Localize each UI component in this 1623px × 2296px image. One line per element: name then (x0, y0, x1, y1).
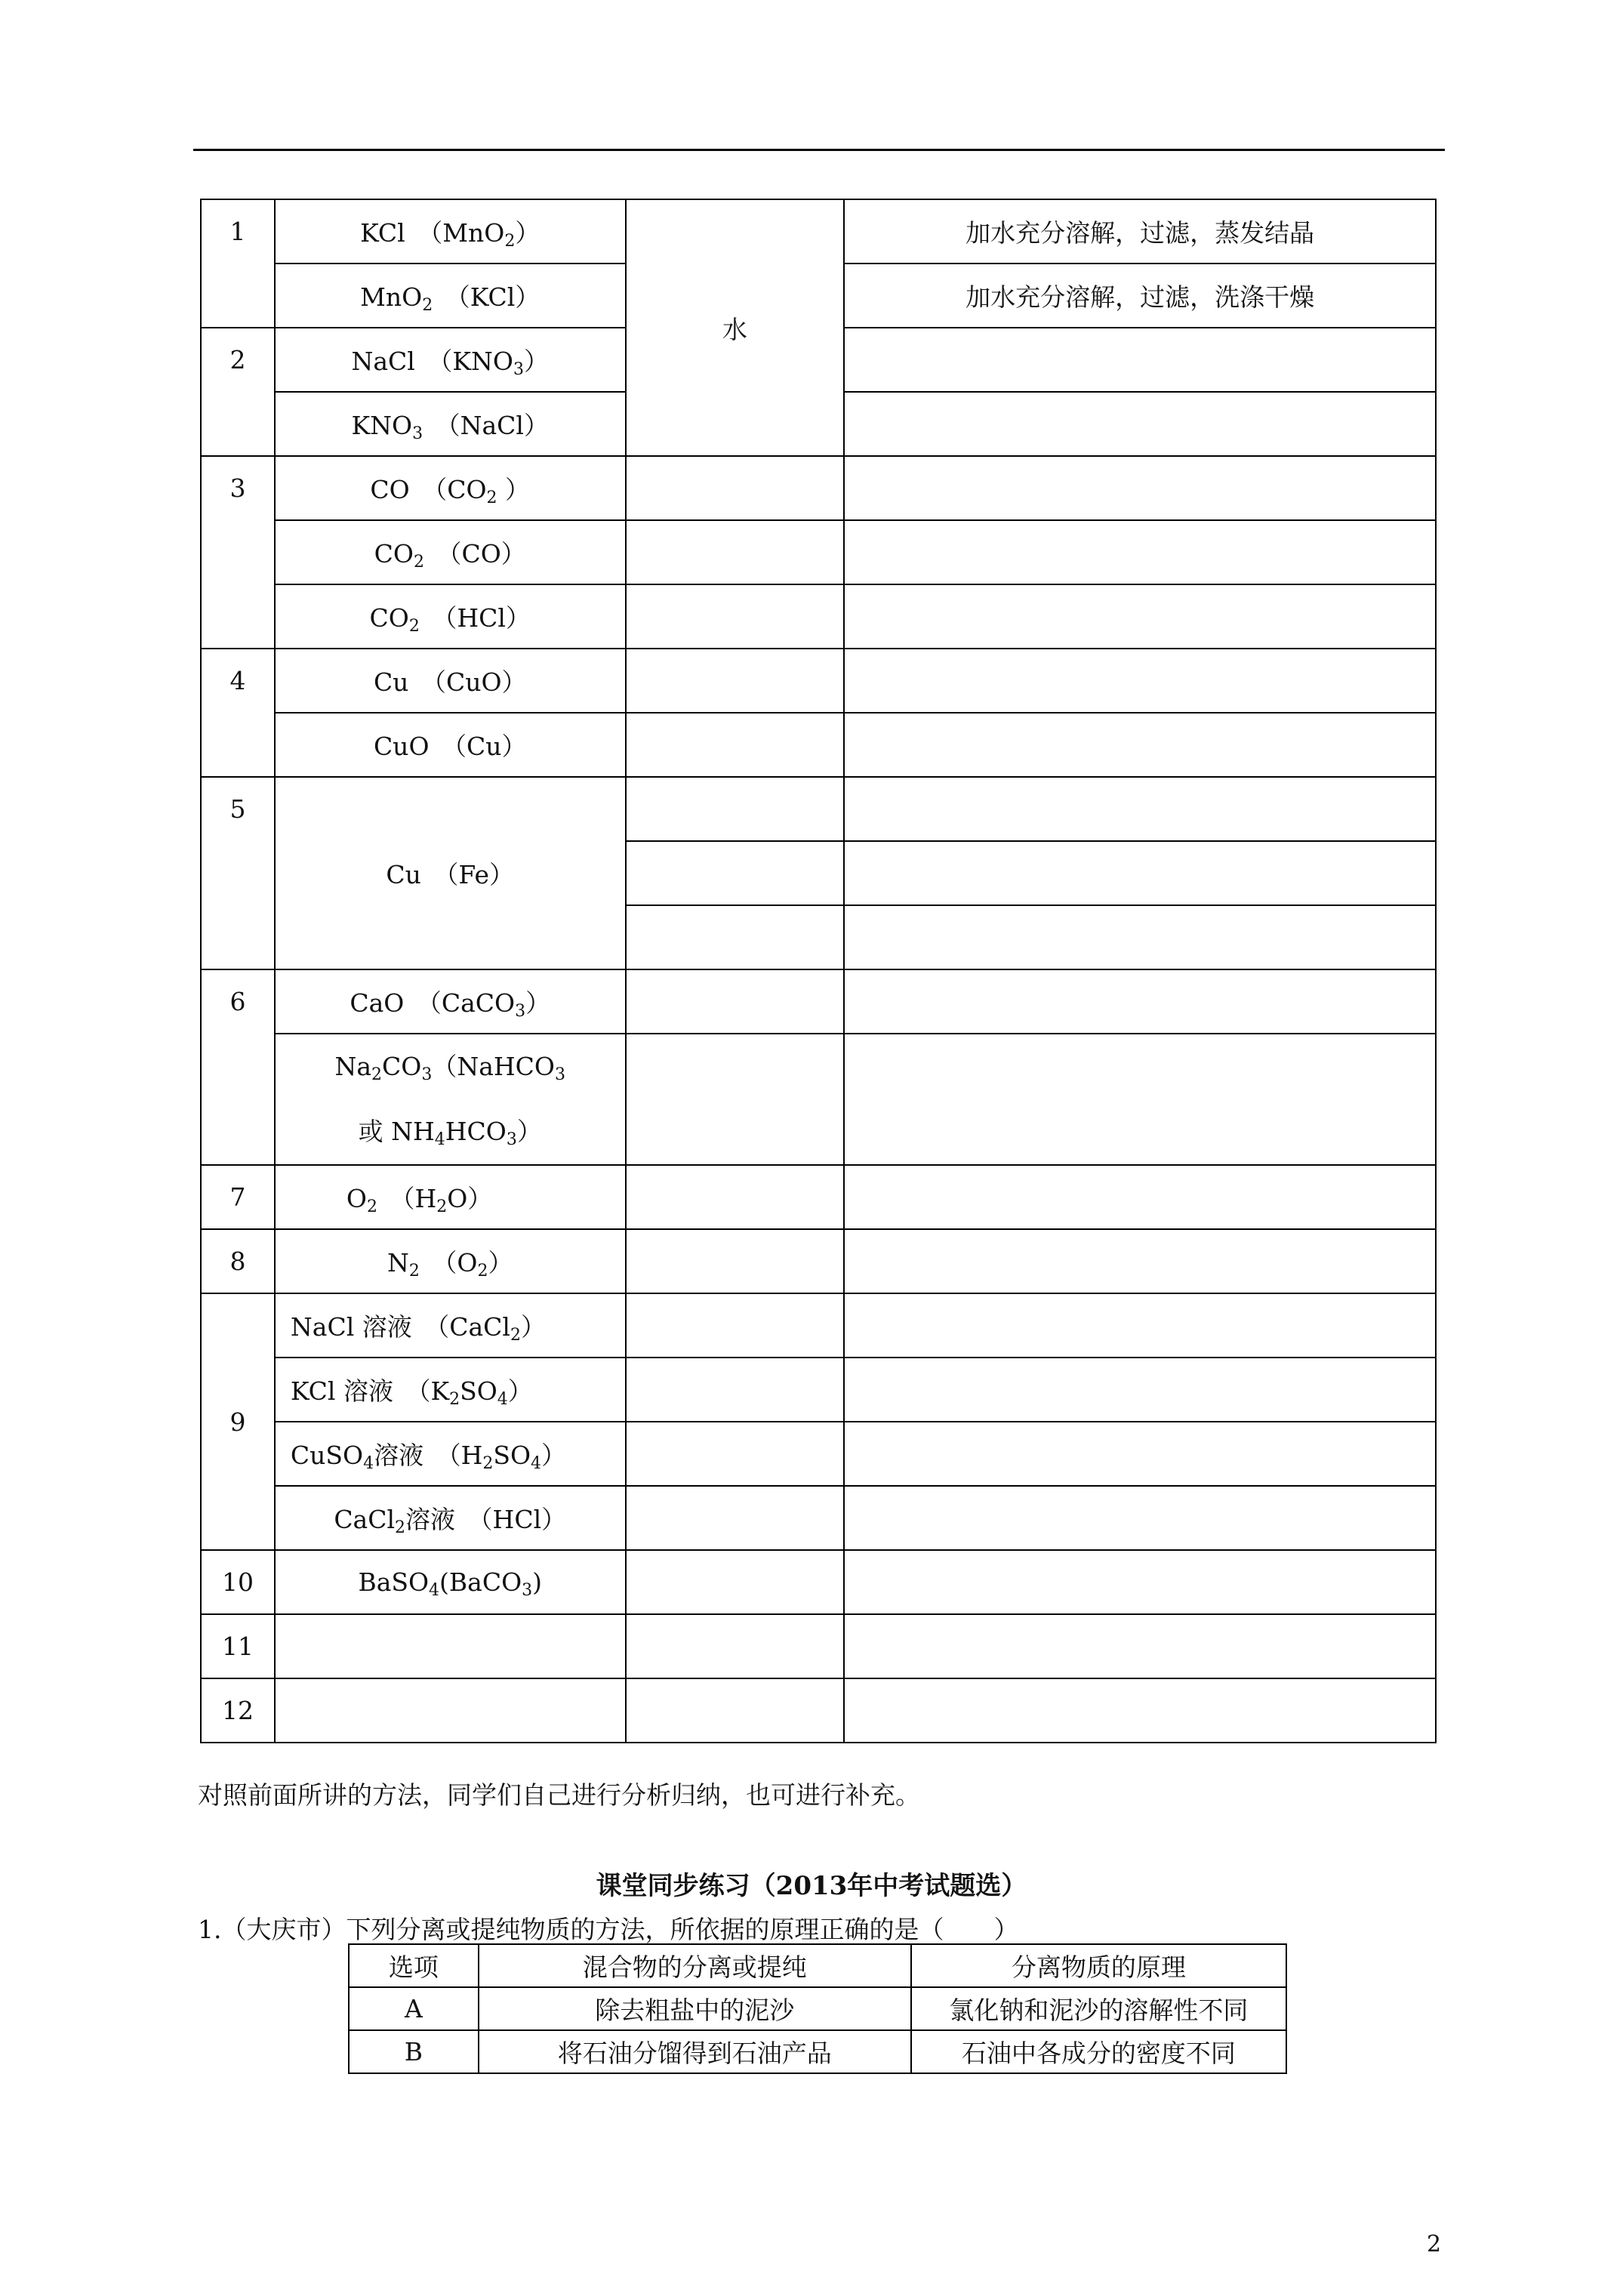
header-rule (193, 149, 1445, 151)
table-row (201, 520, 1436, 584)
method-cell (844, 328, 1436, 392)
substance-cell: KCl （MnO$_2$） (275, 199, 626, 264)
substance-cell: NaCl $(KNO_3)$ (275, 328, 626, 392)
option-label: B (349, 2030, 479, 2073)
table-row (201, 1293, 1436, 1358)
method-cell (844, 1486, 1436, 1550)
substance-cell: CuO （Cu） (275, 713, 626, 777)
table-row (201, 1550, 1436, 1614)
question-1-text: 1.（大庆市）下列分离或提纯物质的方法，所依据的原理正确的是（ ） (198, 1915, 1019, 1944)
reagent-cell (626, 1550, 845, 1614)
reagent-cell (626, 1614, 845, 1678)
substance-cell: CaO （CaCO$_3$） (275, 969, 626, 1034)
method-cell (844, 1229, 1436, 1293)
method-cell (844, 713, 1436, 777)
substance-cell: Cu （Fe） (275, 777, 626, 969)
substance-cell: $O_2$ $(H_2O)$ (275, 1165, 626, 1229)
table-row (201, 1229, 1436, 1293)
principle-cell: 石油中各成分的密度不同 (911, 2030, 1286, 2073)
row-number: 11 (201, 1614, 275, 1678)
reagent-cell (626, 1486, 845, 1550)
table-row (201, 1614, 1436, 1678)
method-cell (844, 1358, 1436, 1422)
header-option: 选项 (349, 1944, 479, 1987)
method-cell (844, 392, 1436, 456)
method-cell (844, 1034, 1436, 1165)
reagent-cell (626, 713, 845, 777)
row-number: 5 (201, 777, 275, 969)
method-cell (844, 649, 1436, 713)
method-cell (844, 520, 1436, 584)
separation-table (200, 199, 1437, 1743)
row-number: 8 (201, 1229, 275, 1293)
header-principle: 分离物质的原理 (911, 1944, 1286, 1987)
reagent-cell (626, 841, 845, 905)
row-number: 12 (201, 1678, 275, 1743)
reagent-cell (626, 777, 845, 841)
substance-cell: NaCl 溶液 （CaCl$_2$） (275, 1293, 626, 1358)
header-mixture: 混合物的分离或提纯 (479, 1944, 911, 1987)
question-1-table (348, 1943, 1287, 2074)
table-row (201, 1422, 1436, 1486)
row-number: 4 (201, 649, 275, 777)
reagent-cell (626, 456, 845, 520)
method-cell (844, 1550, 1436, 1614)
instruction-note: 对照前面所讲的方法，同学们自己进行分析归纳，也可进行补充。 (198, 1780, 920, 1810)
substance-cell: KCl 溶液 $(K_2SO_4)$ (275, 1358, 626, 1422)
table-row (201, 969, 1436, 1034)
method-cell (844, 584, 1436, 649)
page-number: 2 (1427, 2231, 1442, 2257)
section-title: 课堂同步练习（2013年中考试题选） (596, 1871, 1027, 1901)
table-row (201, 1678, 1436, 1743)
option-label: A (349, 1987, 479, 2030)
substance-cell: CaCl$_2$溶液 （HCl） (275, 1486, 626, 1550)
reagent-cell (626, 1165, 845, 1229)
method-cell (844, 456, 1436, 520)
reagent-cell (626, 1678, 845, 1743)
reagent-cell (626, 584, 845, 649)
table-row (201, 199, 1436, 264)
reagent-cell (626, 649, 845, 713)
reagent-cell (626, 1422, 845, 1486)
method-cell: 加水充分溶解，过滤，蒸发结晶 (844, 199, 1436, 264)
substance-cell: $N_2$ $(O_2)$ (275, 1229, 626, 1293)
row-number: 1 (201, 199, 275, 328)
table-row (201, 1486, 1436, 1550)
reagent-cell (626, 520, 845, 584)
row-number: 2 (201, 328, 275, 456)
substance-cell: MnO$_2$ （KCl） (275, 264, 626, 328)
substance-cell: CuSO$_4$溶液 $(H_2SO_4)$ (275, 1422, 626, 1486)
reagent-cell (626, 1293, 845, 1358)
mixture-cell: 将石油分馏得到石油产品 (479, 2030, 911, 2073)
row-number: 10 (201, 1550, 275, 1614)
row-number: 7 (201, 1165, 275, 1229)
substance-cell: $KNO_3$ （NaCl） (275, 392, 626, 456)
table-row (349, 1987, 1286, 2030)
table-row (201, 649, 1436, 713)
substance-cell (275, 1678, 626, 1743)
table-row (201, 456, 1436, 520)
row-number: 3 (201, 456, 275, 649)
method-cell (844, 1422, 1436, 1486)
substance-cell (275, 1614, 626, 1678)
substance-cell: $CO_2$ （CO） (275, 520, 626, 584)
method-cell (844, 1678, 1436, 1743)
table-row (201, 1034, 1436, 1165)
reagent-cell (626, 199, 845, 456)
method-cell (844, 1165, 1436, 1229)
substance-cell: Cu （CuO） (275, 649, 626, 713)
table-row (201, 713, 1436, 777)
substance-cell: CO （$CO_2$ ） (275, 456, 626, 520)
method-cell: 加水充分溶解，过滤，洗涤干燥 (844, 264, 1436, 328)
table-row (201, 584, 1436, 649)
table-header-row (349, 1944, 1286, 1987)
method-cell (844, 969, 1436, 1034)
reagent-cell (626, 1358, 845, 1422)
table-row (201, 777, 1436, 841)
method-cell (844, 1293, 1436, 1358)
method-cell (844, 841, 1436, 905)
mixture-cell: 除去粗盐中的泥沙 (479, 1987, 911, 2030)
reagent-cell (626, 905, 845, 969)
substance-cell: BaSO$_4$(BaCO$_3$) (275, 1550, 626, 1614)
principle-cell: 氯化钠和泥沙的溶解性不同 (911, 1987, 1286, 2030)
row-number: 6 (201, 969, 275, 1165)
table-row (201, 1358, 1436, 1422)
method-cell (844, 905, 1436, 969)
reagent-cell (626, 1034, 845, 1165)
substance-cell: $Na_2CO_3(NaHCO_3$ 或 $NH_4HCO_3$） (275, 1034, 626, 1165)
method-cell (844, 1614, 1436, 1678)
row-number: 9 (201, 1293, 275, 1550)
reagent-cell (626, 969, 845, 1034)
table-row (349, 2030, 1286, 2073)
reagent-water: 水 (722, 314, 747, 344)
substance-cell: $CO_2$ （HCl） (275, 584, 626, 649)
method-cell (844, 777, 1436, 841)
table-row (201, 1165, 1436, 1229)
reagent-cell (626, 1229, 845, 1293)
